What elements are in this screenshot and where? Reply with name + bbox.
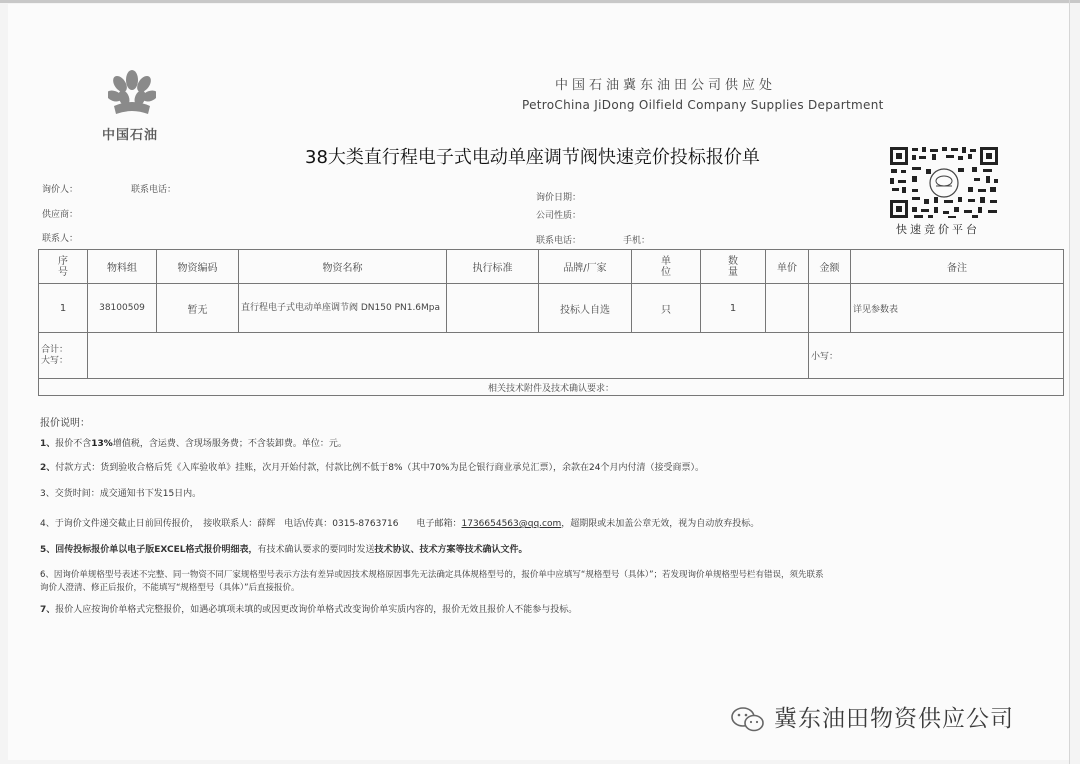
note-2: 2、付款方式：货到验收合格后凭《入库验收单》挂账，次月开始付款，付款比例不低于8%（其中70%为昆仑银行商业承兑汇票），余款在24个月内付清（接受商票）。 xyxy=(40,463,705,473)
cell-seq: 1 xyxy=(39,284,88,333)
cell-remark: 详见参数表 xyxy=(851,284,1064,333)
document-title: 38大类直行程电子式电动单座调节阀快速竞价投标报价单 xyxy=(305,147,760,168)
qr-caption: 快速竞价平台 xyxy=(896,223,980,236)
header-standard: 执行标准 xyxy=(447,250,539,284)
supplier-label: 供应商： xyxy=(42,210,79,220)
header-material-code: 物资编码 xyxy=(157,250,239,284)
contact-phone-label: 联系电话： xyxy=(131,185,177,195)
footer-row xyxy=(39,379,1064,396)
note-4: 4、于询价文件递交截止日前回传报价， 接收联系人：薛辉 电话\传真：0315-8763716 电子邮箱：1736654563@qq.com，超期限或未加盖公章无效，视为自动放弃投标。 xyxy=(40,519,760,529)
total-uppercase-value xyxy=(88,333,809,379)
note-1: 1、报价不含13%增值税，含运费、含现场服务费；不含装卸费。单位：元。 xyxy=(40,439,347,449)
quotation-table xyxy=(38,249,1064,396)
watermark-text: 冀东油田物资供应公司 xyxy=(774,706,1014,732)
cell-unit: 只 xyxy=(632,284,701,333)
note-6-line-1: 6、因询价单规格型号表述不完整、同一物资不同厂家规格型号表示方法有差异或因技术规格原因事先无法确定具体规格型号的，报价单中应填写“规格型号（具体）”；若发现询价单规格型号栏有错误，须先联系 xyxy=(40,570,824,580)
petrochina-logo xyxy=(100,68,164,120)
scan-top-edge xyxy=(0,0,1080,3)
qr-code xyxy=(888,145,1000,220)
inquiry-date-label: 询价日期： xyxy=(536,193,582,203)
header-seq: 序号 xyxy=(39,250,88,284)
notes-title: 报价说明： xyxy=(40,418,90,429)
scan-right-edge xyxy=(1069,0,1070,764)
note-7: 7、报价人应按询价单格式完整报价，如遇必填项未填的或因更改询价单格式改变询价单实质内容的，报价无效且报价人不能参与投标。 xyxy=(40,605,578,615)
note-3: 3、交货时间：成交通知书下发15日内。 xyxy=(40,489,202,499)
contact-phone-2-label: 联系电话： xyxy=(536,236,582,246)
table-row xyxy=(39,284,1064,333)
header-quantity: 数量 xyxy=(701,250,766,284)
cell-brand: 投标人自选 xyxy=(539,284,632,333)
organization-name-cn: 中国石油冀东油田公司供应处 xyxy=(555,78,777,93)
header-remark: 备注 xyxy=(851,250,1064,284)
company-nature-label: 公司性质： xyxy=(536,211,582,221)
total-label: 合计： xyxy=(41,344,69,355)
header-brand: 品牌/厂家 xyxy=(539,250,632,284)
note-6-line-2: 询价人澄清、修正后报价，不能填写“规格型号（具体）”后直接报价。 xyxy=(40,583,300,593)
header-unit-price: 单价 xyxy=(766,250,809,284)
inquirer-label: 询价人： xyxy=(42,185,79,195)
wechat-icon xyxy=(730,706,766,734)
cell-unit-price xyxy=(766,284,809,333)
total-row xyxy=(39,333,1064,379)
cell-material-group: 38100509 xyxy=(88,284,157,333)
header-amount: 金额 xyxy=(809,250,851,284)
table-header-row xyxy=(39,250,1064,284)
note-5: 5、回传投标报价单以电子版EXCEL格式报价明细表，有技术确认要求的要同时发送技术协议、技术方案等技术确认文件。 xyxy=(40,545,528,555)
total-uppercase-label: 大写： xyxy=(41,355,69,366)
total-label-cell xyxy=(39,333,88,379)
cell-quantity: 1 xyxy=(701,284,766,333)
header-material-name: 物资名称 xyxy=(239,250,447,284)
contact-person-label: 联系人： xyxy=(42,234,79,244)
contact-email: 1736654563@qq.com xyxy=(461,519,562,529)
tech-requirements-label: 相关技术附件及技术确认要求： xyxy=(39,379,1064,396)
mobile-label: 手机： xyxy=(623,236,651,246)
cell-material-code: 暂无 xyxy=(157,284,239,333)
organization-name-en: PetroChina JiDong Oilfield Company Supplies Department xyxy=(522,98,884,112)
logo-wordmark: 中国石油 xyxy=(102,128,159,143)
cell-material-name: 直行程电子式电动单座调节阀 DN150 PN1.6Mpa xyxy=(239,284,447,333)
header-material-group: 物料组 xyxy=(88,250,157,284)
subtotal-label: 小写： xyxy=(811,352,839,362)
header-unit: 单位 xyxy=(632,250,701,284)
cell-amount xyxy=(809,284,851,333)
cell-standard xyxy=(447,284,539,333)
subtotal-cell xyxy=(809,333,1064,379)
